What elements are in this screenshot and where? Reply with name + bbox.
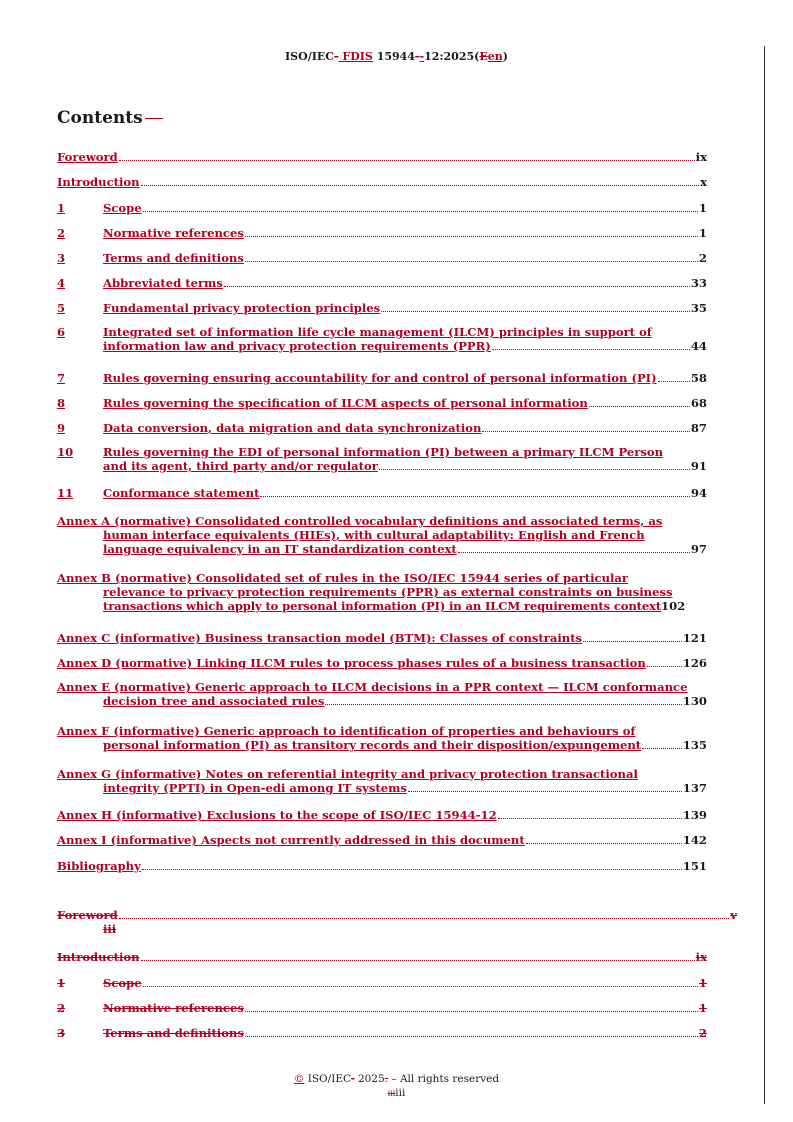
toc-leader [141,960,695,961]
toc-label: Annex I (informative) Aspects not currently addressed in this document [57,833,525,847]
toc-page-number: 142 [682,833,707,847]
toc-entry-annex-a[interactable] [57,514,707,556]
toc-label: Terms and definitions [103,1026,244,1040]
toc-label: Annex H (informative) Exclusions to the scope of ISO/IEC 15944-12 [57,808,497,822]
page-title [57,108,163,128]
footer-org: ISO/IEC [304,1073,352,1085]
toc-label-line3: language equivalency in an IT standardization context [103,542,457,556]
toc-leader [647,666,682,667]
toc-label-line2: and its agent, third party and/or regulator [103,459,378,473]
toc-leader [245,236,698,237]
toc-number: 9 [57,421,66,435]
toc-leader [482,431,689,432]
toc-entry-abbreviated-terms[interactable] [57,276,707,290]
toc-old-entry-introduction[interactable] [57,950,707,964]
toc-label: Data conversion, data migration and data synchronization [103,421,482,435]
toc-leader [458,552,690,553]
toc-label: Rules governing ensuring accountability for and control of personal information (PI) [103,371,657,385]
toc-entry-bibliography[interactable] [57,859,707,873]
toc-entry-conformance[interactable] [57,486,707,500]
toc-leader [260,496,689,497]
toc-page-number: 35 [690,301,707,315]
toc-page-number-old: iii [103,922,117,936]
toc-label: Rules governing the specification of ILCM aspects of personal information [103,396,588,410]
toc-entry-annex-h[interactable] [57,808,707,822]
toc-label-line2: decision tree and associated rules [103,694,325,708]
toc-leader [408,791,682,792]
toc-leader [492,349,690,350]
toc-page-number: 1 [698,201,707,215]
toc-entry-ilcm-principles[interactable] [57,325,707,353]
toc-label: Annex C (informative) Business transaction model (BTM): Classes of constraints [57,631,583,645]
toc-label-line2: information law and privacy protection requirements (PPR) [103,339,491,353]
toc-page-number: v [730,908,737,922]
toc-entry-annex-b[interactable] [57,571,707,613]
toc-entry-edi[interactable] [57,445,707,473]
toc-label: Terms and definitions [103,251,244,265]
toc-old-entry-normative-references[interactable] [57,1001,707,1015]
toc-leader [642,748,682,749]
toc-label-line1: Annex A (normative) Consolidated controlled vocabulary definitions and associated terms, as [57,514,663,528]
footer-rights: – All rights reserved [388,1073,500,1085]
toc-number: 3 [57,251,66,265]
toc-entry-foreword[interactable] [57,150,707,164]
toc-old-entry-foreword[interactable] [57,908,737,936]
toc-entry-terms[interactable] [57,251,707,265]
header-deleted-lang: E [479,50,488,63]
footer-deleted-dash: - [351,1073,355,1085]
toc-label-line1: Integrated set of information life cycle management (ILCM) principles in support of [103,325,652,339]
toc-old-entry-terms[interactable] [57,1026,707,1040]
toc-page-number: 44 [690,339,707,353]
toc-leader [325,704,681,705]
heading-inserted-rule [145,118,163,119]
toc-label: Foreword [57,150,118,164]
toc-number: 4 [57,276,66,290]
page-number-value: iii [395,1087,406,1099]
toc-page-number: 126 [682,656,707,670]
toc-entry-ilcm-specification[interactable] [57,396,707,410]
toc-page-number: ix [695,950,707,964]
toc-label-line1: Annex F (informative) Generic approach to identification of properties and behaviours of [57,724,636,738]
header-close: ) [502,50,508,63]
change-bar [764,46,765,1104]
toc-label-line1: Annex B (normative) Consolidated set of rules in the ISO/IEC 15944 series of particular [57,571,629,585]
header-deleted-hyphen: - [334,50,339,63]
toc-page-number: 2 [698,251,707,265]
toc-page-number: 1 [698,1001,707,1015]
toc-number: 11 [57,486,74,500]
toc-entry-data-conversion[interactable] [57,421,707,435]
toc-label-line2: human interface equivalents (HIEs), with cultural adaptability: English and French [103,528,645,542]
footer-year: 2025 [354,1073,385,1085]
footer-deleted-dot: . [384,1073,389,1085]
toc-page-number: 91 [690,459,707,473]
toc-entry-annex-e[interactable] [57,680,707,708]
toc-leader [589,406,690,407]
toc-leader [526,843,682,844]
toc-page-number: 1 [698,226,707,240]
toc-leader [141,185,700,186]
toc-number: 7 [57,371,66,385]
toc-page-number: 2 [698,1026,707,1040]
toc-page-number: 135 [682,738,707,752]
toc-entry-annex-g[interactable] [57,767,707,795]
toc-page-number: 1 [698,976,707,990]
toc-old-entry-scope[interactable] [57,976,707,990]
contents-heading: Contents [57,108,143,128]
toc-leader [143,986,698,987]
toc-label-line2: personal information (PI) as transitory records and their disposition/expungement [103,738,642,752]
toc-leader [142,869,682,870]
toc-label: Introduction [57,950,140,964]
toc-leader [658,381,690,382]
toc-entry-annex-f[interactable] [57,724,707,752]
page-footer [0,1073,793,1085]
toc-label: Scope [103,201,142,215]
toc-page-number: 94 [690,486,707,500]
toc-entry-introduction[interactable] [57,175,707,189]
toc-leader [379,469,690,470]
toc-leader [245,1036,698,1037]
toc-label-line1: Rules governing the EDI of personal information (PI) between a primary ILCM Person [103,445,664,459]
toc-leader [224,286,690,287]
header-inserted-lang: en [487,50,503,63]
toc-number: 1 [57,201,66,215]
header-prefix: ISO/IEC [285,50,335,63]
toc-label: Annex D (normative) Linking ILCM rules to process phases rules of a business transaction [57,656,646,670]
toc-entry-accountability[interactable] [57,371,707,385]
toc-leader [583,641,682,642]
toc-label: Fundamental privacy protection principles [103,301,381,315]
toc-number: 2 [57,1001,66,1015]
toc-label: Introduction [57,175,140,189]
toc-number: 2 [57,226,66,240]
toc-number: 10 [57,445,74,459]
toc-leader [498,818,682,819]
toc-page-number: x [700,175,707,189]
toc-page-number: 151 [682,859,707,873]
toc-label-line1: Annex G (informative) Notes on referential integrity and privacy protection transactional [57,767,638,781]
page-number [0,1087,793,1099]
header-inserted-part-sep: - [419,50,425,63]
header-deleted-part-sep: - [414,50,420,63]
page-header [0,50,793,63]
toc-page-number: 33 [690,276,707,290]
toc-page-number: 87 [690,421,707,435]
toc-page-number: 130 [682,694,707,708]
toc-label: Foreword [57,908,118,922]
toc-entry-annex-i[interactable] [57,833,707,847]
toc-label-line2: integrity (PPTI) in Open-edi among IT systems [103,781,407,795]
toc-page-number: 121 [682,631,707,645]
toc-page-number: 97 [690,542,707,556]
header-number: 15944 [372,50,415,63]
toc-page-number: 139 [682,808,707,822]
toc-entry-scope[interactable] [57,201,707,215]
toc-page-number: ix [695,150,707,164]
toc-leader [143,211,698,212]
toc-page-number: 137 [682,781,707,795]
toc-label-line3: transactions which apply to personal information (PI) in an ILCM requirements context [103,599,662,613]
toc-entry-annex-d[interactable] [57,656,707,670]
toc-label-line2: relevance to privacy protection requirements (PPR) as external constraints on business [103,585,673,599]
header-inserted-fdis: FDIS [338,50,373,63]
toc-entry-annex-c[interactable] [57,631,707,645]
footer-copyright-symbol: © [293,1073,305,1085]
toc-page-number: 68 [690,396,707,410]
toc-label: Normative references [103,1001,244,1015]
toc-number: 5 [57,301,66,315]
toc-label: Abbreviated terms [103,276,223,290]
toc-entry-normative-references[interactable] [57,226,707,240]
toc-leader [119,160,695,161]
toc-leader [381,311,690,312]
toc-number: 3 [57,1026,66,1040]
toc-leader [245,261,698,262]
toc-label: Conformance statement [103,486,260,500]
toc-label: Bibliography [57,859,141,873]
toc-page-number: 58 [690,371,707,385]
toc-page-number: 102 [661,599,686,613]
toc-number: 6 [57,325,66,339]
toc-label: Normative references [103,226,244,240]
toc-leader [245,1011,698,1012]
toc-number: 8 [57,396,66,410]
header-rest: 12:2025( [424,50,480,63]
toc-number: 1 [57,976,66,990]
toc-entry-principles[interactable] [57,301,707,315]
toc-leader [119,918,730,919]
toc-label: Scope [103,976,142,990]
toc-label-line1: Annex E (normative) Generic approach to ILCM decisions in a PPR context — ILCM conformance [57,680,688,694]
page-number-deleted: iii [387,1089,396,1098]
